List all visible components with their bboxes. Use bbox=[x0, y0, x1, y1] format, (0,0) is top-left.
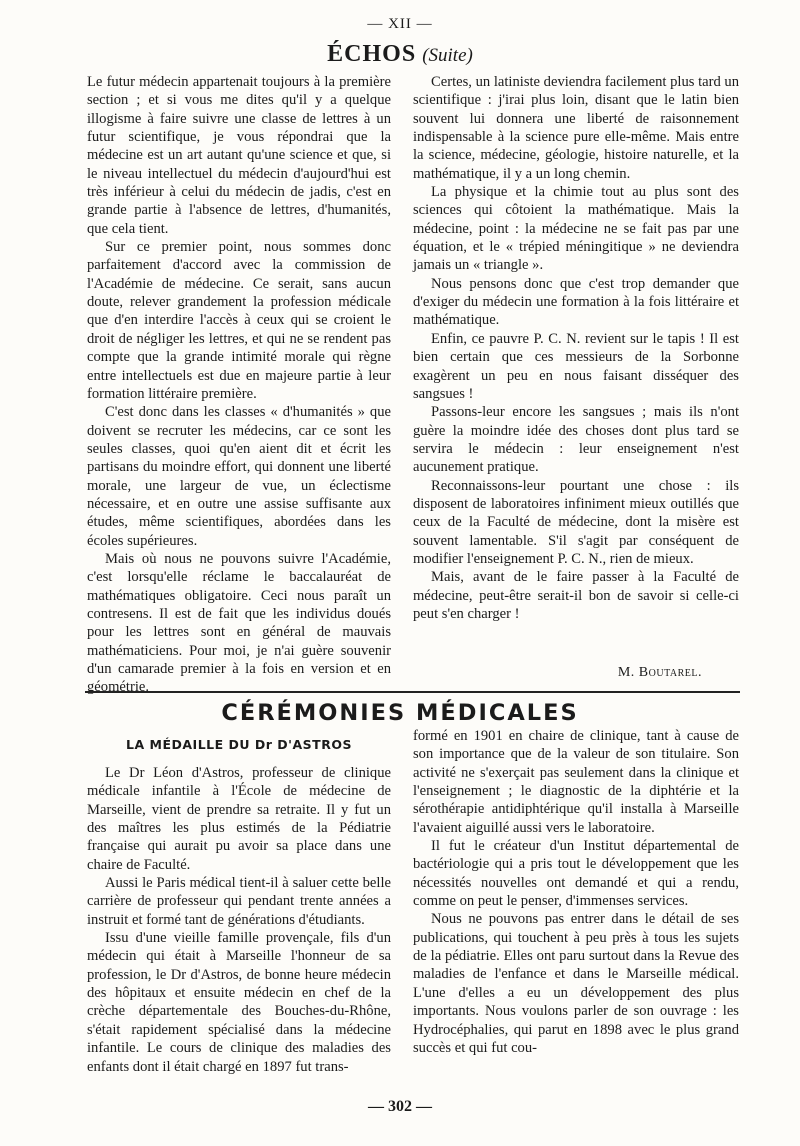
ceremonies-right-column bbox=[413, 727, 739, 1057]
ceremonies-left-column bbox=[87, 764, 391, 1076]
article-paragraph: formé en 1901 en chaire de clinique, tant à cause de son importance que de la valeur de son titulaire. Son activité ne s'exerçait pas seulement dans la clinique et l'enseignement ; le diagnostic de la diphtérie et la sérothérapie antidiphtérique qu'il installa à Marseille l'avaient aiguillé aussi vers le laboratoire. bbox=[413, 728, 739, 836]
echos-paragraph: Reconnaissons-leur pourtant une chose : ils disposent de laboratoires infiniment mieux outillés que ceux de la Faculté de médecine, dont la misère est souvent lamentable. S'il s'agit par conséquent de modifier l'enseignement P. C. N., rien de mieux. bbox=[413, 477, 739, 567]
article-paragraph: Il fut le créateur d'un Institut départemental de bactériologie qui a pris tout le développement que les nécessités nouvelles ont demandé et qui a rendu, comme on peut le penser, d'immenses services. bbox=[413, 838, 739, 910]
author-signature: M. Boutarel. bbox=[617, 665, 702, 680]
page-number: — 302 — bbox=[368, 1098, 432, 1115]
roman-folio: — XII — bbox=[367, 16, 433, 32]
article-paragraph: Aussi le Paris médical tient-il à saluer cette belle carrière de professeur qui pendant trente années a instruit et formé tant de générations d'étudiants. bbox=[87, 875, 391, 928]
echos-paragraph: Mais, avant de le faire passer à la Faculté de médecine, peut-être serait-il bon de savoir si celle-ci peut s'en charger ! bbox=[413, 569, 739, 622]
echos-paragraph: Nous pensons donc que c'est trop demander que d'exiger du médecin une formation à la fois littéraire et mathématique. bbox=[413, 275, 739, 329]
echos-paragraph: Mais où nous ne pouvons suivre l'Académie, c'est lorsqu'elle réclame le baccalauréat de mathématiques obligatoire. Ceci nous paraît un contresens. Il est de fait que les individus doués pour les lettres sont en général de mauvais mathématiciens. Pour moi, je n'ai guère souvenir d'un camarade premier à la fois en version et en géométrie. bbox=[87, 550, 391, 696]
echos-paragraph: La physique et la chimie tout au plus sont des sciences qui côtoient la mathématique. Mais la médecine, point : la médecine ne se fait pas par une équation, et le « trépied méningitique » ne deviendra jamais un « triangle ». bbox=[413, 184, 739, 274]
section-divider bbox=[85, 691, 740, 693]
echos-title: ÉCHOS bbox=[327, 41, 417, 67]
echos-paragraph: Passons-leur encore les sangsues ; mais ils n'ont guère la moindre idée des choses dont plus tard se servira le médecin : leur enseignement n'est aucunement pratique. bbox=[413, 404, 739, 476]
article-subtitle: LA MÉDAILLE DU Dr D'ASTROS bbox=[126, 737, 352, 752]
article-paragraph: Issu d'une vieille famille provençale, fils d'un médecin qui était à Marseille l'honneur de sa profession, le Dr d'Astros, de bonne heure médecin des hôpitaux et ensuite médecin en chef de la crèche départementale des Bouches-du-Rhône, s'était rapidement spécialisé dans la médecine infantile. Le cours de clinique des maladies des enfants dont il était chargé en 1897 fut trans- bbox=[87, 930, 391, 1075]
echos-paragraph: Enfin, ce pauvre P. C. N. revient sur le tapis ! Il est bien certain que ces messieurs de la Sorbonne exagèrent un peu en nous faisant disséquer des sangsues ! bbox=[413, 330, 739, 402]
echos-paragraph: Sur ce premier point, nous sommes donc parfaitement d'accord avec la commission de l'Académie de médecine. Ce serait, sans aucun doute, relever grandement la profession médicale que d'en interdire l'accès à ceux qui se croient le droit de négliger les lettres, et qui ne se rendent pas compte que la grande intimité morale qui règne entre intellectuels est due en majeure partie à leur formation littéraire première. bbox=[87, 239, 391, 402]
ceremonies-heading: CÉRÉMONIES MÉDICALES bbox=[221, 700, 579, 726]
echos-heading bbox=[0, 41, 800, 68]
echos-paragraph: Le futur médecin appartenait toujours à la première section ; et si vous me dites qu'il y a quelque illogisme à faire suivre une classe de lettres à un futur scientifique, je vous répondrai que la médecine est un art autant qu'une science et que, si le niveau intellectuel du médecin d'aujourd'hui est très inférieur à celui du médecin de jadis, c'est en grande partie à l'absence de lettres, d'humanités, que cela tient. bbox=[87, 74, 391, 237]
echos-left-column bbox=[87, 73, 391, 697]
echos-paragraph: C'est donc dans les classes « d'humanités » que doivent se recruter les médecins, car ce sont les seules classes, quoi qu'en aient dit et écrit les partisans du moindre effort, qui donnent une liberté morale, une largeur de vue, un éclectisme nécessaire, et en outre une assise suffisante aux études, même scientifiques, abordées dans les écoles supérieures. bbox=[87, 404, 391, 549]
article-paragraph: Le Dr Léon d'Astros, professeur de clinique médicale infantile à l'École de médecine de Marseille, vient de prendre sa retraite. Il y fut un des maîtres les plus estimés de la Pédiatrie française qui aurait pu avoir sa place dans une chaire de Faculté. bbox=[87, 765, 391, 873]
echos-right-column bbox=[413, 73, 739, 623]
article-paragraph: Nous ne pouvons pas entrer dans le détail de ses publications, qui touchent à peu près à tous les sujets de la pédiatrie. Elles ont paru surtout dans la Revue des maladies de l'enfance et dans le Marseille médical. L'une d'elles a eu un développement des plus importants. Nous voulons parler de son ouvrage : les Hydrocéphalies, qui parut en 1898 avec le plus grand succès et qui fut cou- bbox=[413, 911, 739, 1056]
echos-suite-label: (Suite) bbox=[422, 45, 473, 66]
echos-paragraph: Certes, un latiniste deviendra facilement plus tard un scientifique : j'irai plus loin, disant que le latin bien souvent lui donnera une liberté de raisonnement indispensable à la science pure elle-même. Mais entre la science, médecine, géologie, histoire naturelle, et la mathématique, il y a un long chemin. bbox=[413, 74, 739, 182]
